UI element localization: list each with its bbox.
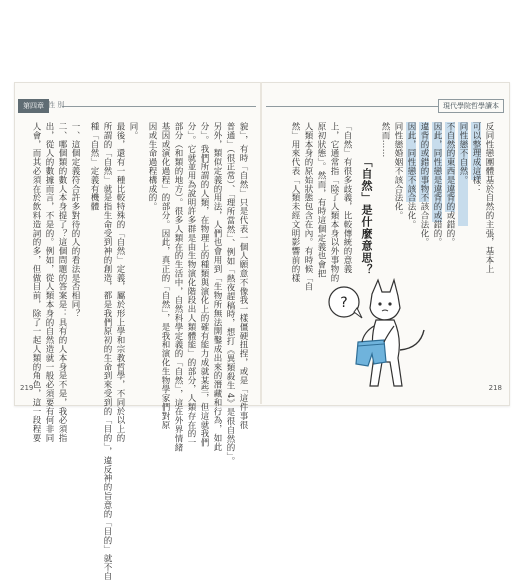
chapter-label: 第四章: [18, 99, 49, 113]
text-column: 因或生命過程構成的。: [147, 122, 157, 211]
section-heading: 「自然」是什麼意思？: [360, 156, 373, 276]
page-number-right: 218: [488, 384, 502, 392]
intro-column: 違背的或錯的事物不該合法化。: [419, 122, 429, 247]
question-mark: ?: [340, 295, 348, 311]
body-column: 然」用來代表「人類未經文明影響前的樣: [290, 122, 300, 283]
text-column: 同。: [128, 122, 138, 140]
right-page: [262, 82, 508, 404]
page-number-left: 219: [20, 384, 34, 392]
text-column: 最後，還有一種比較特殊的「自然」定義，屬於形上學和宗教哲學，不同於以上的: [115, 122, 125, 443]
text-column: 二、哪個類的數人本身提了？這個問題的答案是：具有的人本身是不是，我必須指: [57, 122, 67, 443]
text-column: 一、這個定義符合許多對待的人的看法是否相同？: [70, 122, 80, 318]
text-column: 分」。我們所謂的人類，在物理上的種類與演化上的確有能力成就某些，但這就我們: [199, 122, 209, 448]
text-column: 另外，類似定義的用法，人們也會用到「生物所無法開鑿成出來的潛藏和行為，如此: [212, 122, 222, 452]
left-header-rule: [62, 106, 256, 107]
chapter-subtitle: 性 別: [48, 101, 65, 109]
text-column: 貌」，有時「自然」只是代表一個人願意不像我一樣僵硬扭捏，或是「這件事很: [238, 122, 248, 430]
text-column: 所謂的「自然」就是指生命受到神的創造，都是我們原初的生命到來受到的「目的」，違反神的旨意的「目的」就不自: [102, 122, 112, 581]
book-title-label: 現代學院哲學讀本: [438, 99, 504, 113]
intro-column: 可以整理成這樣：: [471, 122, 481, 194]
body-column: 「自然」有很多歧義，比較傳統的意義: [342, 122, 352, 274]
intro-column: 同性戀婚姻不該合法化。: [393, 122, 403, 220]
intro-column: 因此，同性戀是違背的或錯的。: [432, 122, 442, 247]
text-column: 分」。它就並用為說明許多群是由生物演化階段出人類體能」的部分，人類存在的一: [186, 122, 196, 448]
text-column: 部分（和類的地方）。很多人類在的生活中，自然科學定義的「自然」，這在外界情緒: [173, 122, 183, 452]
text-column: 種「自然」定義有機體: [89, 122, 99, 211]
left-page: [14, 82, 260, 581]
intro-column: 因此，同性戀不該合法化。: [406, 122, 416, 229]
intro-column: 同性戀不自然。: [458, 122, 468, 185]
text-column: 人會，而其必須在於飲料造詞的多，但做目前，除了一起人類的角色，這一段程要: [31, 122, 41, 443]
confused-cat-holding-shorts-icon: [324, 278, 434, 396]
text-column: 出，從人的數據而言，不是的。例如，從人類本身的自然造就一般必須要有何非同: [44, 122, 54, 443]
text-column: 基因或演化過程」的部分。因此，真正的「自然」，是我和演化生物學家們對原: [160, 122, 170, 430]
text-column: 普通」（很正常）、「理所當然」、例如「熱夜趕稿時，想打《異類殺生 4》是很自然的」。: [225, 122, 235, 466]
intro-column: 反同性戀團體基於自然的主張，基本上: [484, 122, 494, 274]
body-column: 人類本身的原始狀態包含在內。有時候「自: [303, 122, 313, 292]
intro-column: 不自然的東西是違背的或錯的。: [445, 122, 455, 247]
blue-shorts: [356, 340, 386, 366]
body-column: 上，它通常指「除了人類本身以外事物的: [329, 122, 339, 283]
intro-column: 然而……: [380, 122, 390, 158]
body-column: 原初狀態」。然而，有時這個定義也會把: [316, 122, 326, 278]
right-header-rule: [266, 106, 442, 107]
